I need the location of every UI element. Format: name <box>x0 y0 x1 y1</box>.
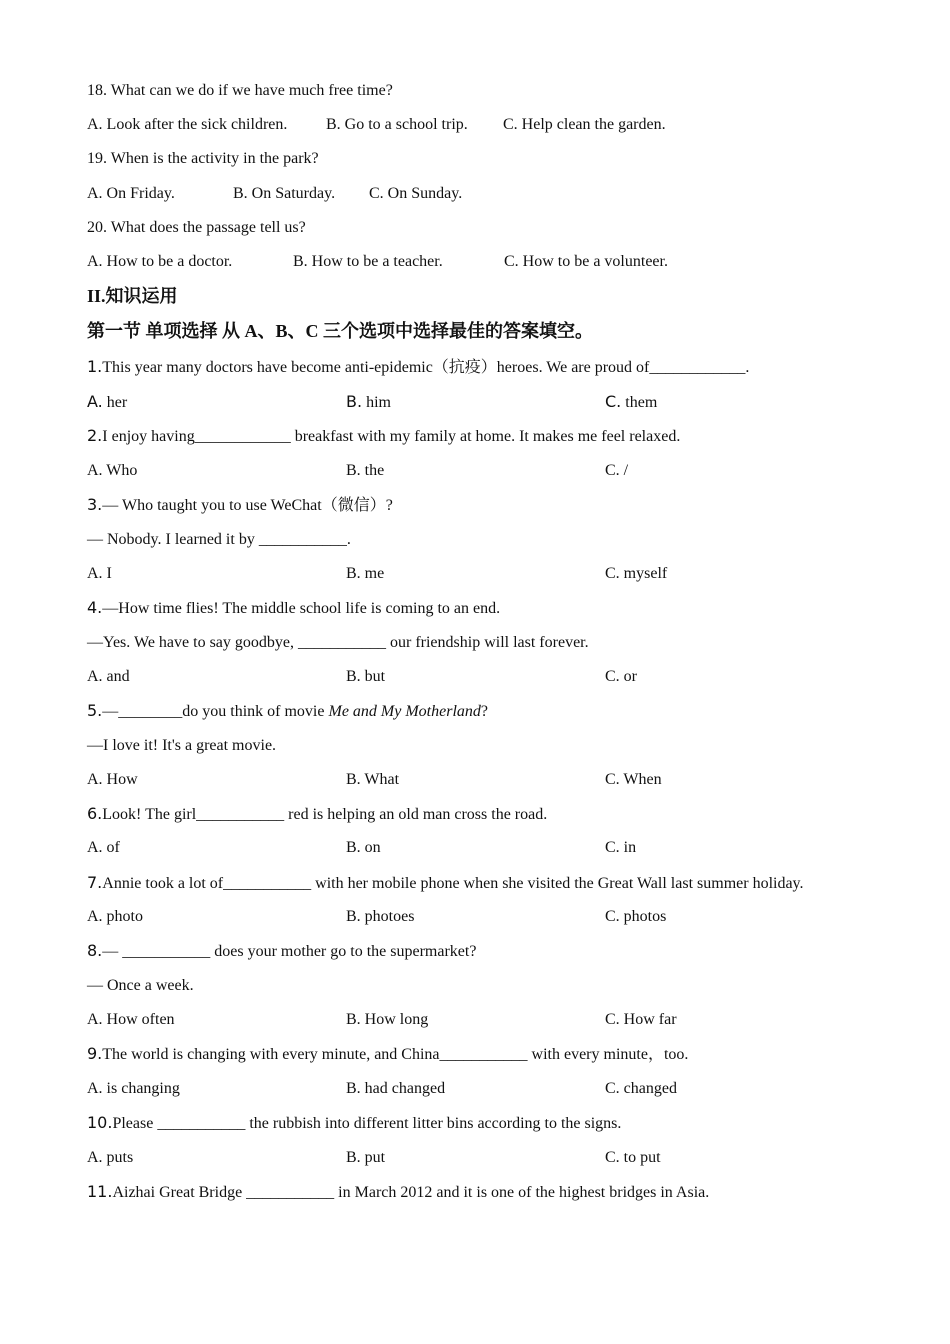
question-text: The world is changing with every minute, and China___________ with every minute，too. <box>102 1046 689 1063</box>
q7-option-b: B. photoes <box>346 908 415 925</box>
question-number: 5. <box>87 701 103 720</box>
option-letter: A. <box>87 392 103 411</box>
option-letter: C. <box>605 392 622 411</box>
question-18: 18. What can we do if we have much free time? <box>87 82 393 99</box>
q3-option-b: B. me <box>346 565 385 582</box>
option-letter: B. <box>346 392 363 411</box>
section-title: II.知识运用 <box>87 286 178 306</box>
question-6 <box>87 804 547 825</box>
q1-option-c <box>605 392 657 413</box>
q6-option-b: B. on <box>346 839 381 856</box>
q2-option-a: A. Who <box>87 462 138 479</box>
question-number: 6. <box>87 804 103 823</box>
q7-option-c: C. photos <box>605 908 667 925</box>
question-1 <box>87 357 749 378</box>
question-20: 20. What does the passage tell us? <box>87 219 306 236</box>
question-2 <box>87 426 680 447</box>
question-4-line-2: —Yes. We have to say goodbye, ___________ our friendship will last forever. <box>87 634 589 651</box>
option-text: her <box>102 394 128 411</box>
question-number: 8. <box>87 941 103 960</box>
q5-option-a: A. How <box>87 771 138 788</box>
question-number: 3. <box>87 495 103 514</box>
q18-option-b: B. Go to a school trip. <box>326 116 468 133</box>
question-number: 9. <box>87 1044 103 1063</box>
question-text: — Who taught you to use WeChat（微信）? <box>102 497 393 514</box>
question-number: 1. <box>87 357 103 376</box>
q4-option-b: B. but <box>346 668 386 685</box>
question-8 <box>87 941 476 962</box>
q8-option-c: C. How far <box>605 1011 677 1028</box>
q6-option-a: A. of <box>87 839 120 856</box>
question-number: 11. <box>87 1182 113 1201</box>
question-text: This year many doctors have become anti-epidemic（抗疫）heroes. We are proud of____________. <box>102 359 750 376</box>
q10-option-a: A. puts <box>87 1149 134 1166</box>
q4-option-a: A. and <box>87 668 130 685</box>
question-3-line-2: — Nobody. I learned it by ___________. <box>87 531 351 548</box>
question-5 <box>87 701 488 722</box>
question-text: — ___________ does your mother go to the supermarket? <box>102 943 477 960</box>
q8-option-b: B. How long <box>346 1011 429 1028</box>
question-10 <box>87 1113 621 1134</box>
question-text: Aizhai Great Bridge ___________ in March 2012 and it is one of the highest bridges in Asia. <box>112 1184 710 1201</box>
q18-option-a: A. Look after the sick children. <box>87 116 288 133</box>
question-5-line-2: —I love it! It's a great movie. <box>87 737 277 754</box>
question-4 <box>87 598 500 619</box>
question-3 <box>87 495 393 516</box>
q19-option-a: A. On Friday. <box>87 185 175 202</box>
question-text: Please ___________ the rubbish into different litter bins according to the signs. <box>112 1115 622 1132</box>
q19-option-b: B. On Saturday. <box>233 185 336 202</box>
q20-option-a: A. How to be a doctor. <box>87 253 233 270</box>
q20-option-b: B. How to be a teacher. <box>293 253 443 270</box>
question-text: Annie took a lot of___________ with her mobile phone when she visited the Great Wall last summer holiday. <box>102 875 804 892</box>
q5-option-c: C. When <box>605 771 662 788</box>
question-8-line-2: — Once a week. <box>87 977 194 994</box>
question-number: 10. <box>87 1113 113 1132</box>
option-text: him <box>362 394 391 411</box>
option-text: them <box>621 394 658 411</box>
q1-option-b <box>346 392 391 413</box>
question-9 <box>87 1044 688 1065</box>
question-text: —________do you think of movie <box>102 703 329 720</box>
q10-option-b: B. put <box>346 1149 386 1166</box>
question-11 <box>87 1182 709 1203</box>
q20-option-c: C. How to be a volunteer. <box>504 253 668 270</box>
question-19: 19. When is the activity in the park? <box>87 150 319 167</box>
question-text: —How time flies! The middle school life is coming to an end. <box>102 600 501 617</box>
movie-title: Me and My Motherland <box>328 703 481 720</box>
q19-option-c: C. On Sunday. <box>369 185 463 202</box>
q9-option-c: C. changed <box>605 1080 677 1097</box>
q5-option-b: B. What <box>346 771 400 788</box>
q8-option-a: A. How often <box>87 1011 175 1028</box>
q3-option-a: A. I <box>87 565 112 582</box>
q1-option-a <box>87 392 127 413</box>
question-7 <box>87 873 804 894</box>
q6-option-c: C. in <box>605 839 637 856</box>
question-number: 7. <box>87 873 103 892</box>
question-punctuation: ? <box>480 703 488 720</box>
q2-option-b: B. the <box>346 462 385 479</box>
q7-option-a: A. photo <box>87 908 143 925</box>
section-subtitle: 第一节 单项选择 从 A、B、C 三个选项中选择最佳的答案填空。 <box>87 321 594 341</box>
q9-option-a: A. is changing <box>87 1080 180 1097</box>
q2-option-c: C. / <box>605 462 629 479</box>
q9-option-b: B. had changed <box>346 1080 446 1097</box>
q3-option-c: C. myself <box>605 565 668 582</box>
q4-option-c: C. or <box>605 668 637 685</box>
question-text: I enjoy having____________ breakfast with my family at home. It makes me feel relaxed. <box>102 428 681 445</box>
q10-option-c: C. to put <box>605 1149 661 1166</box>
question-number: 4. <box>87 598 103 617</box>
q18-option-c: C. Help clean the garden. <box>503 116 666 133</box>
question-text: Look! The girl___________ red is helping an old man cross the road. <box>102 806 548 823</box>
question-number: 2. <box>87 426 103 445</box>
